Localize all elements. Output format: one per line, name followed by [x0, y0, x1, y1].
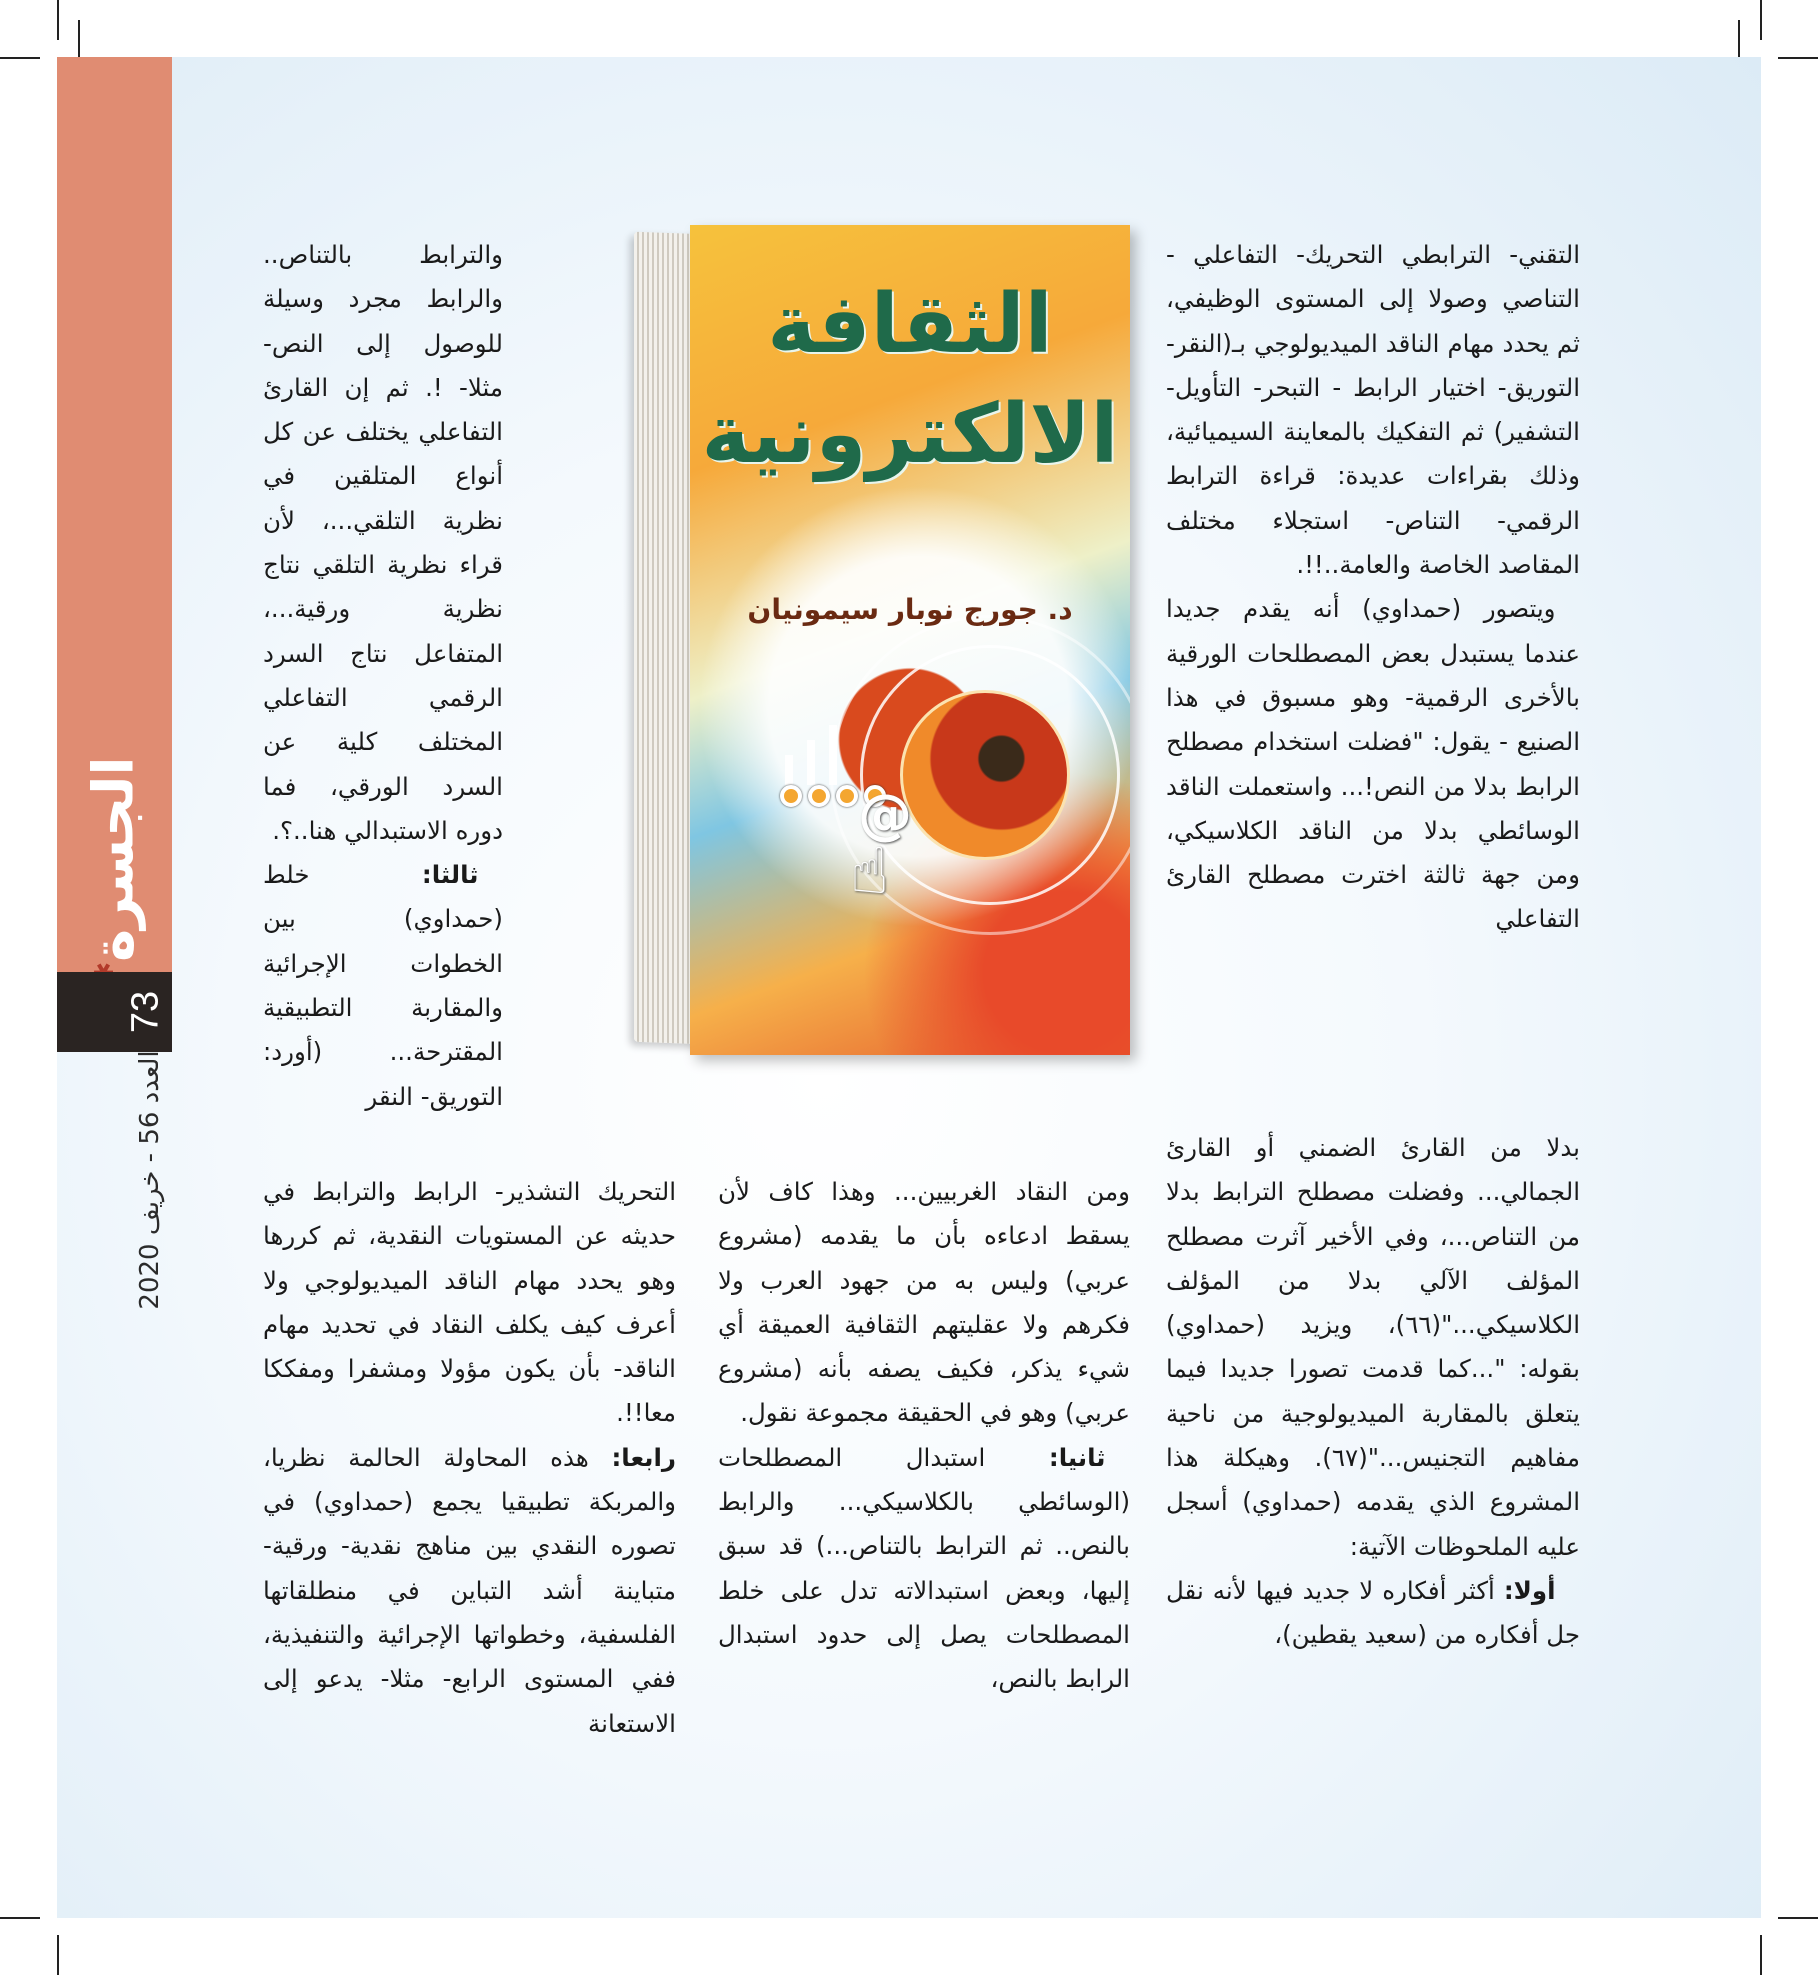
article-column-right-bottom [1166, 1126, 1580, 1658]
crop-mark [0, 1917, 40, 1919]
magazine-logo: الجسرة [82, 756, 147, 983]
paragraph-text: استبدال المصطلحات (الوسائطي بالكلاسيكي... والرابط بالنص.. ثم الترابط بالتناص...) قد سبق إليها، وبعض استبدالاته تدل على خلط المصطلحات يصل إلى حدود استبدال الرابط بالنص، [718, 1442, 1130, 1694]
article-column-right-top [1166, 233, 1580, 942]
crop-mark [1778, 1917, 1818, 1919]
cover-author: د. جورج نوبار سيمونيان [747, 593, 1073, 626]
article-column-left-top [263, 233, 503, 1119]
paragraph: بدلا من القارئ الضمني أو القارئ الجمالي... وفضلت مصطلح الترابط بدلا من التناص...، وفي الأخير آثرت مصطلح المؤلف الآلي بدلا من المؤلف الكلاسيكي..."(٦٦)، ويزيد (حمداوي) بقوله: "...كما قدمت تصورا جديدا فيما يتعلق بالمقاربة الميديولوجية من ناحية مفاهيم التجنيس..."(٦٧). وهيكلة هذا المشروع الذي يقدمه (حمداوي) أسجل عليه الملحوظات الآتية: [1166, 1133, 1580, 1561]
cover-title-line1: الثقافة [767, 277, 1053, 372]
paragraph [1166, 1569, 1580, 1658]
crop-mark [57, 1935, 59, 1975]
cover-title-line2: الالكترونية [701, 387, 1119, 482]
crop-mark [1760, 1935, 1762, 1975]
paragraph [718, 1436, 1130, 1702]
signal-bars-icon [785, 725, 851, 785]
paragraph: ومن النقاد الغربيين... وهذا كاف لأن يسقط ادعاءه بأن ما يقدمه (مشروع عربي) وليس به من جهود العرب ولا فكرهم ولا عقليتهم الثقافية العميقة أي شيء يذكر، فكيف يصفه بأنه (مشروع عربي) وهو في الحقيقة مجموعة نقول. [718, 1177, 1130, 1428]
article-column-left-bottom [263, 1170, 676, 1746]
crop-mark [78, 20, 80, 60]
crop-mark [57, 0, 59, 40]
at-sign-icon: @ [858, 783, 912, 846]
paragraph-text: ويتصور (حمداوي) أنه يقدم جديدا عندما يستبدل بعض المصطلحات الورقية بالأخرى الرقمية- وهو مسبوق في هذا الصنيع - يقول: "فضلت استخدام مصطلح الرابط بدلا من النص!... واستعملت الناقد الوسائطي بدلا من الناقد الكلاسيكي، ومن جهة ثالثة اخترت مصطلح القارئ التفاعلي [1166, 594, 1580, 934]
book-cover-image [620, 225, 1160, 1075]
book-cover [690, 225, 1130, 1055]
section-lead: رابعا: [611, 1442, 676, 1472]
paragraph-text: هذه المحاولة الحالمة نظريا، والمربكة تطبيقيا يجمع (حمداوي) في تصوره النقدي بين مناهج نقدية- ورقية- متباينة أشد التباين في منطلقاتها الفلسفية، وخطواتها الإجرائية والتنفيذية، ففي المستوى الرابع- مثلا- يدعو إلى الاستعانة [263, 1442, 676, 1738]
article-column-middle [718, 1170, 1130, 1702]
section-lead: أولا: [1503, 1575, 1556, 1605]
paragraph [263, 853, 503, 1119]
paragraph-text: خلط (حمداوي) بين الخطوات الإجرائية والمقاربة التطبيقية المقترحة... (أورد: التوريق- النقر [263, 860, 503, 1111]
paragraph [1166, 587, 1580, 941]
paragraph [263, 1436, 676, 1746]
cover-title [690, 270, 1130, 490]
paragraph: التحريك التشذير- الرابط والترابط في حديثه عن المستويات النقدية، ثم كررها وهو يحدد مهام الناقد الميديولوجي ولا أعرف كيف يكلف النقاد في تحديد مهام الناقد- بأن يكون مؤولا ومشفرا ومفككا معا!!. [263, 1177, 676, 1428]
section-lead: ثالثا: [421, 860, 479, 890]
section-lead: ثانيا: [1048, 1442, 1106, 1472]
crop-mark [1760, 0, 1762, 40]
globe-icon [900, 690, 1070, 860]
crop-mark [0, 57, 40, 59]
paragraph: التقني- الترابطي التحريك- التفاعلي - التناصي وصولا إلى المستوى الوظيفي، ثم يحدد مهام الناقد الميديولوجي بـ(النقر- التوريق- اختيار الرابط - التبحر- التأويل- التشفير) ثم التفكيك بالمعاينة السيميائية، وذلك بقراءات عديدة: قراءة الترابط الرقمي- التناص- استجلاء مختلف المقاصد الخاصة والعامة..!!. [1166, 240, 1580, 580]
issue-line: العدد 56 - خريف 2020 [135, 1050, 165, 1310]
paragraph-text: أكثر أفكاره لا جديد فيها لأنه نقل جل أفكاره من (سعيد يقطين)، [1166, 1575, 1580, 1650]
paragraph: والترابط بالتناص.. والرابط مجرد وسيلة للوصول إلى النص- مثلا- !. ثم إن القارئ التفاعلي يختلف عن كل أنواع المتلقين في نظرية التلقي...، لأن قراء نظرية التلقي نتاج نظرية ورقية...، المتفاعل نتاج السرد الرقمي التفاعلي المختلف كلية عن السرد الورقي، فما دوره الاستبدالي هنا..؟. [263, 240, 503, 845]
page-number: 73 [124, 990, 167, 1034]
crop-mark [1778, 57, 1818, 59]
crop-mark [1738, 20, 1740, 60]
hand-cursor-icon: ☝ [850, 835, 889, 909]
